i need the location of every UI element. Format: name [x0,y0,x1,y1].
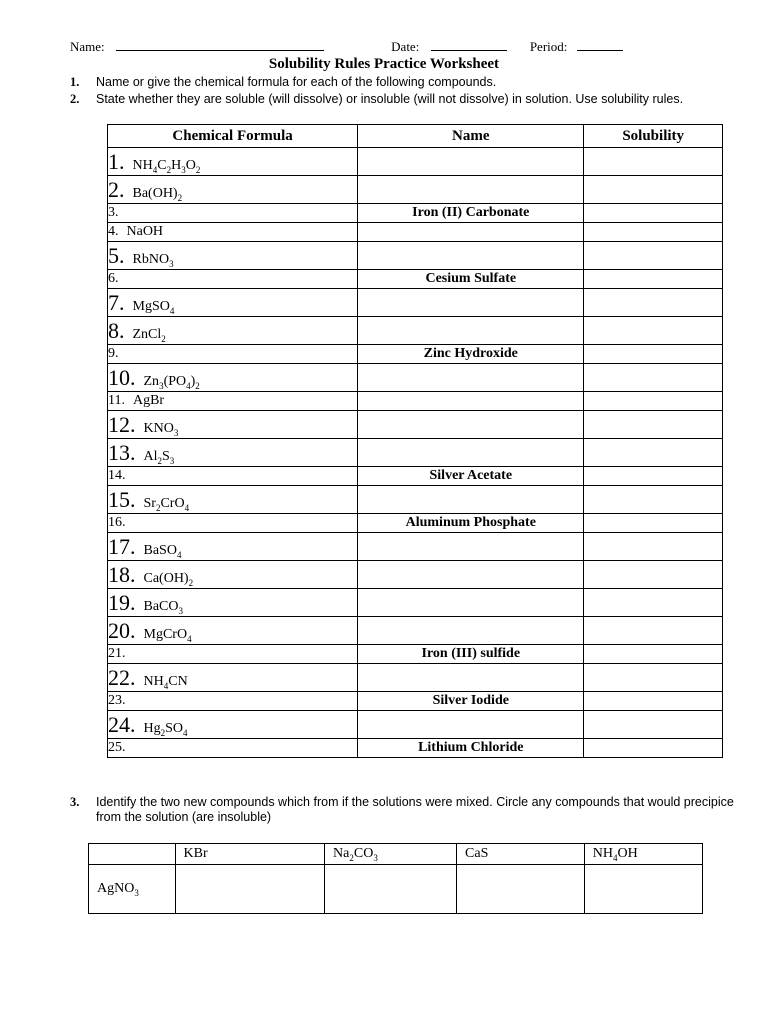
instruction-text: State whether they are soluble (will dissolve) or insoluble (will not dissolve) in solution. Use solubility rules. [96,92,684,106]
compound-name-cell[interactable] [358,411,584,439]
formula-cell[interactable] [108,467,358,486]
compound-name-cell[interactable] [358,589,584,617]
column-header-solubility: Solubility [584,125,723,148]
formula-cell[interactable] [108,692,358,711]
solubility-cell[interactable] [584,589,723,617]
formula-cell [108,617,358,645]
row-number: 18. [108,561,136,587]
solubility-cell[interactable] [584,270,723,289]
formula-cell [108,317,358,345]
compound-name-cell[interactable] [358,176,584,204]
solubility-cell[interactable] [584,242,723,270]
formula-cell [108,289,358,317]
solubility-cell[interactable] [584,364,723,392]
solubility-cell[interactable] [584,514,723,533]
solubility-cell[interactable] [584,467,723,486]
header-fields [70,38,623,55]
solubility-cell[interactable] [584,176,723,204]
question-number: 3. [70,795,80,809]
table-row [108,148,723,176]
period-label: Period: [529,39,568,54]
chemical-formula: $KNO_3$ [143,420,179,438]
table-row [108,467,723,486]
row-number: 15. [108,486,136,512]
formula-cell[interactable] [108,270,358,289]
row-number: 17. [108,533,136,559]
chemical-formula: $Hg_2SO_4$ [143,720,188,738]
table-row [108,439,723,467]
row-number: 25. [108,740,126,755]
compound-name-cell[interactable] [358,533,584,561]
solubility-cell[interactable] [584,739,723,758]
compound-name-cell[interactable] [358,148,584,176]
solubility-cell[interactable] [584,317,723,345]
name-label: Name: [70,39,105,54]
solubility-cell[interactable] [584,645,723,664]
compound-name-cell: Silver Acetate [358,467,584,486]
formula-cell [108,411,358,439]
table-row [108,486,723,514]
table-row [108,317,723,345]
solubility-cell[interactable] [584,617,723,645]
formula-cell[interactable] [108,345,358,364]
mixing-column-header: $Na_2CO_3$ [325,844,457,865]
formula-cell [108,242,358,270]
formula-cell [108,561,358,589]
formula-cell [108,439,358,467]
date-label: Date: [391,39,420,54]
table-row [108,223,723,242]
mixing-corner-cell [89,844,176,865]
question-text: Identify the two new compounds which from if the solutions were mixed. Circle any compounds that would precipice from the solution (are insoluble) [96,795,734,824]
mixing-row-label: AgNO$_3$ [89,865,176,914]
compound-name-cell: Zinc Hydroxide [358,345,584,364]
formula-cell [108,364,358,392]
table-row [108,739,723,758]
chemical-formula: $Al_2S_3$ [143,448,175,466]
row-number: 7. [108,289,125,315]
solubility-cell[interactable] [584,223,723,242]
solubility-cell[interactable] [584,148,723,176]
table-header-row [108,125,723,148]
solubility-cell[interactable] [584,345,723,364]
solubility-cell[interactable] [584,664,723,692]
formula-cell [108,148,358,176]
table-row [108,617,723,645]
formula-cell [108,176,358,204]
chemical-formula: $Zn_3(PO_4)_2$ [143,373,200,391]
compound-name-cell[interactable] [358,289,584,317]
row-number: 4. [108,224,119,239]
solubility-cell[interactable] [584,561,723,589]
column-header-formula: Chemical Formula [108,125,358,148]
row-number: 22. [108,664,136,690]
compound-name-cell: Iron (III) sulfide [358,645,584,664]
table-row [108,664,723,692]
row-number: 12. [108,411,136,437]
mixing-answer-cell[interactable] [175,865,325,914]
row-number: 19. [108,589,136,615]
mixing-column-header: KBr [175,844,325,865]
mixing-answer-cell[interactable] [584,865,702,914]
solubility-cell[interactable] [584,692,723,711]
row-number: 24. [108,711,136,737]
row-number: 21. [108,646,126,661]
mixing-answer-cell[interactable] [325,865,457,914]
chemical-formula: $Ba(OH)_2$ [132,185,183,203]
table-row [108,204,723,223]
column-header-name: Name [358,125,584,148]
solubility-cell[interactable] [584,204,723,223]
table-row [108,289,723,317]
formula-cell[interactable] [108,645,358,664]
table-row [108,270,723,289]
row-number: 23. [108,693,126,708]
solubility-cell[interactable] [584,711,723,739]
row-number: 16. [108,515,126,530]
row-number: 20. [108,617,136,643]
worksheet-title: Solubility Rules Practice Worksheet [268,56,500,72]
chemical-formula: $NH_4CN$ [143,673,188,691]
row-number: 13. [108,439,136,465]
formula-cell [108,392,358,411]
chemical-formula: $Sr_2CrO_4$ [143,495,190,513]
formula-cell [108,533,358,561]
compound-name-cell[interactable] [358,561,584,589]
compound-name-cell[interactable] [358,711,584,739]
compound-name-cell: Lithium Chloride [358,739,584,758]
row-number: 2. [108,176,125,202]
compound-name-cell[interactable] [358,392,584,411]
compound-name-cell[interactable] [358,364,584,392]
table-row [108,533,723,561]
instruction-1 [70,75,750,91]
chemical-formula: $NH_4C_2H_3O_2$ [132,157,201,175]
compounds-table [107,124,723,758]
compound-name-cell[interactable] [358,223,584,242]
row-number: 10. [108,364,136,390]
table-row [108,411,723,439]
chemical-formula: MgCrO$_4$ [143,626,192,644]
solubility-cell[interactable] [584,392,723,411]
solubility-cell[interactable] [584,411,723,439]
mixing-answer-cell[interactable] [457,865,585,914]
compound-name-cell: Cesium Sulfate [358,270,584,289]
row-number: 11. [108,393,125,408]
table-row [108,392,723,411]
mixing-body-row [89,865,703,914]
table-row [108,711,723,739]
mixing-table [88,843,703,914]
chemical-formula: NaOH [126,224,164,239]
solubility-cell[interactable] [584,486,723,514]
formula-cell [108,223,358,242]
solubility-cell[interactable] [584,439,723,467]
compound-name-cell: Aluminum Phosphate [358,514,584,533]
compound-name-cell[interactable] [358,664,584,692]
mixing-header-row [89,844,703,865]
instruction-number: 1. [70,75,80,89]
table-row [108,561,723,589]
table-row [108,645,723,664]
instruction-text: Name or give the chemical formula for each of the following compounds. [96,75,497,89]
period-field[interactable] [577,38,623,51]
table-row [108,589,723,617]
formula-cell [108,589,358,617]
table-row [108,514,723,533]
row-number: 3. [108,205,119,220]
formula-cell[interactable] [108,514,358,533]
compound-name-cell[interactable] [358,439,584,467]
compound-name-cell[interactable] [358,617,584,645]
table-row [108,364,723,392]
instruction-2 [70,92,750,124]
row-number: 1. [108,148,125,174]
chemical-formula: MgSO$_4$ [132,298,175,316]
table-row [108,345,723,364]
row-number: 9. [108,346,119,361]
mixing-column-header: $NH_4OH$ [584,844,702,865]
chemical-formula: BaSO$_4$ [143,542,182,560]
compound-name-cell[interactable] [358,317,584,345]
name-field[interactable] [116,38,324,51]
solubility-cell[interactable] [584,289,723,317]
formula-cell [108,664,358,692]
mixing-column-header: CaS [457,844,585,865]
date-field[interactable] [431,38,507,51]
table-row [108,692,723,711]
row-number: 14. [108,468,126,483]
table-row [108,176,723,204]
formula-cell [108,486,358,514]
chemical-formula: AgBr [132,393,165,408]
formula-cell[interactable] [108,739,358,758]
table-row [108,242,723,270]
compound-name-cell: Silver Iodide [358,692,584,711]
compound-name-cell: Iron (II) Carbonate [358,204,584,223]
chemical-formula: BaCO$_3$ [143,598,183,616]
row-number: 6. [108,271,119,286]
row-number: 8. [108,317,125,343]
question-3 [70,795,750,829]
formula-cell [108,711,358,739]
instruction-number: 2. [70,92,80,106]
formula-cell[interactable] [108,204,358,223]
compound-name-cell[interactable] [358,242,584,270]
compound-name-cell[interactable] [358,486,584,514]
solubility-cell[interactable] [584,533,723,561]
row-number: 5. [108,242,125,268]
chemical-formula: ZnCl$_2$ [132,326,166,344]
chemical-formula: $Ca(OH)_2$ [143,570,194,588]
chemical-formula: RbNO$_3$ [132,251,174,269]
